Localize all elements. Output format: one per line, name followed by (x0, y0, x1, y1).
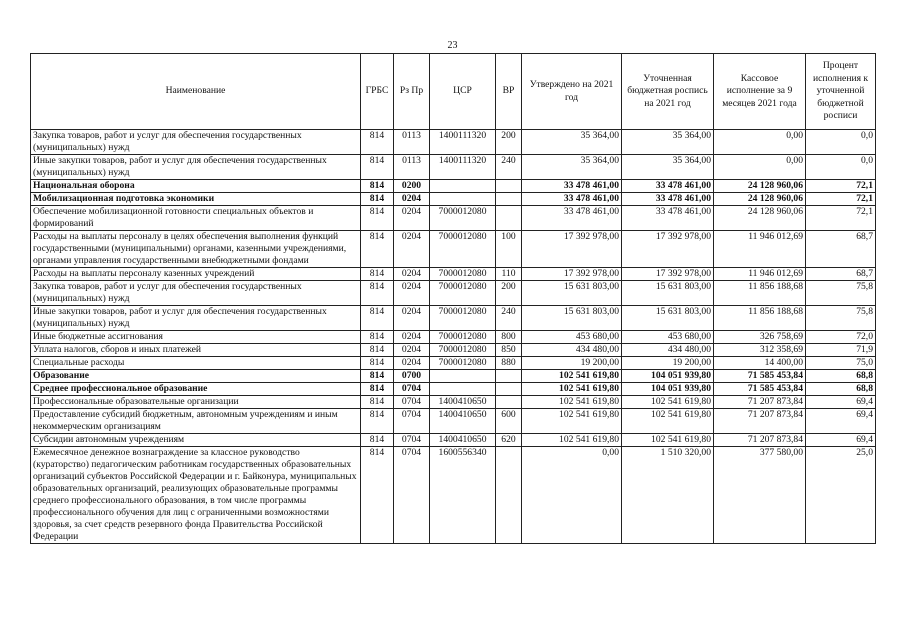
cell-csr: 7000012080 (430, 281, 496, 306)
table-header-row (31, 54, 876, 130)
cell-cash: 71 585 453,84 (714, 383, 806, 396)
cell-cash: 0,00 (714, 155, 806, 180)
cell-cash: 71 585 453,84 (714, 370, 806, 383)
cell-rzpr: 0704 (394, 396, 430, 409)
table-row (31, 383, 876, 396)
cell-approved: 17 392 978,00 (522, 268, 622, 281)
header-cash: Кассовое исполнение за 9 месяцев 2021 года (714, 54, 806, 130)
cell-csr: 7000012080 (430, 331, 496, 344)
cell-csr (430, 180, 496, 193)
cell-csr (430, 370, 496, 383)
cell-rzpr: 0200 (394, 180, 430, 193)
cell-rzpr: 0704 (394, 434, 430, 447)
table-row (31, 357, 876, 370)
header-grbs: ГРБС (361, 54, 394, 130)
cell-cash: 0,00 (714, 130, 806, 155)
cell-grbs: 814 (361, 396, 394, 409)
cell-cash: 24 128 960,06 (714, 206, 806, 231)
cell-approved: 15 631 803,00 (522, 281, 622, 306)
cell-csr: 1400111320 (430, 130, 496, 155)
cell-cash: 326 758,69 (714, 331, 806, 344)
cell-name: Иные закупки товаров, работ и услуг для обеспечения государственных (муниципальных) нужд (31, 306, 361, 331)
header-rzpr: Рз Пр (394, 54, 430, 130)
cell-percent: 25,0 (806, 447, 876, 544)
cell-cash: 11 856 188,68 (714, 306, 806, 331)
cell-rzpr: 0113 (394, 130, 430, 155)
cell-vr: 240 (496, 155, 522, 180)
cell-vr (496, 383, 522, 396)
cell-vr: 200 (496, 130, 522, 155)
cell-cash: 14 400,00 (714, 357, 806, 370)
cell-cash: 71 207 873,84 (714, 396, 806, 409)
cell-vr: 110 (496, 268, 522, 281)
cell-refined: 33 478 461,00 (622, 206, 714, 231)
cell-approved: 102 541 619,80 (522, 396, 622, 409)
header-csr: ЦСР (430, 54, 496, 130)
cell-percent: 68,8 (806, 370, 876, 383)
cell-approved: 33 478 461,00 (522, 206, 622, 231)
cell-name: Образование (31, 370, 361, 383)
cell-vr: 200 (496, 281, 522, 306)
cell-approved: 0,00 (522, 447, 622, 544)
cell-refined: 453 680,00 (622, 331, 714, 344)
cell-approved: 434 480,00 (522, 344, 622, 357)
cell-name: Иные бюджетные ассигнования (31, 331, 361, 344)
cell-vr (496, 206, 522, 231)
cell-cash: 312 358,69 (714, 344, 806, 357)
cell-rzpr: 0204 (394, 344, 430, 357)
cell-grbs: 814 (361, 206, 394, 231)
cell-approved: 17 392 978,00 (522, 231, 622, 268)
cell-name: Мобилизационная подготовка экономики (31, 193, 361, 206)
table-row (31, 231, 876, 268)
table-row (31, 155, 876, 180)
cell-percent: 72,0 (806, 331, 876, 344)
cell-csr: 7000012080 (430, 206, 496, 231)
cell-name: Закупка товаров, работ и услуг для обеспечения государственных (муниципальных) нужд (31, 130, 361, 155)
cell-grbs: 814 (361, 281, 394, 306)
header-name: Наименование (31, 54, 361, 130)
cell-name: Закупка товаров, работ и услуг для обеспечения государственных (муниципальных) нужд (31, 281, 361, 306)
table-row (31, 130, 876, 155)
table-row (31, 409, 876, 434)
cell-approved: 35 364,00 (522, 130, 622, 155)
cell-grbs: 814 (361, 447, 394, 544)
cell-rzpr: 0704 (394, 409, 430, 434)
cell-rzpr: 0704 (394, 447, 430, 544)
cell-grbs: 814 (361, 409, 394, 434)
cell-grbs: 814 (361, 383, 394, 396)
header-percent: Процент исполнения к уточненной бюджетной росписи (806, 54, 876, 130)
cell-percent: 72,1 (806, 193, 876, 206)
cell-percent: 69,4 (806, 434, 876, 447)
table-row (31, 396, 876, 409)
header-approved: Утверждено на 2021 год (522, 54, 622, 130)
cell-grbs: 814 (361, 331, 394, 344)
cell-cash: 377 580,00 (714, 447, 806, 544)
cell-cash: 24 128 960,06 (714, 180, 806, 193)
cell-grbs: 814 (361, 155, 394, 180)
cell-refined: 15 631 803,00 (622, 281, 714, 306)
cell-name: Расходы на выплаты персоналу казенных учреждений (31, 268, 361, 281)
page-number: 23 (447, 40, 458, 51)
cell-name: Среднее профессиональное образование (31, 383, 361, 396)
cell-approved: 15 631 803,00 (522, 306, 622, 331)
cell-grbs: 814 (361, 344, 394, 357)
cell-csr: 7000012080 (430, 268, 496, 281)
cell-name: Иные закупки товаров, работ и услуг для обеспечения государственных (муниципальных) нужд (31, 155, 361, 180)
cell-refined: 434 480,00 (622, 344, 714, 357)
cell-refined: 102 541 619,80 (622, 409, 714, 434)
cell-csr: 7000012080 (430, 357, 496, 370)
cell-vr: 850 (496, 344, 522, 357)
cell-grbs: 814 (361, 306, 394, 331)
cell-refined: 35 364,00 (622, 130, 714, 155)
cell-csr: 1600556340 (430, 447, 496, 544)
cell-approved: 19 200,00 (522, 357, 622, 370)
cell-approved: 35 364,00 (522, 155, 622, 180)
cell-refined: 1 510 320,00 (622, 447, 714, 544)
cell-refined: 17 392 978,00 (622, 231, 714, 268)
cell-csr: 7000012080 (430, 231, 496, 268)
table-row (31, 331, 876, 344)
cell-name: Специальные расходы (31, 357, 361, 370)
cell-approved: 453 680,00 (522, 331, 622, 344)
cell-vr (496, 180, 522, 193)
cell-csr: 7000012080 (430, 344, 496, 357)
cell-percent: 69,4 (806, 409, 876, 434)
table-row (31, 281, 876, 306)
cell-percent: 69,4 (806, 396, 876, 409)
cell-vr: 800 (496, 331, 522, 344)
cell-grbs: 814 (361, 357, 394, 370)
cell-csr: 7000012080 (430, 306, 496, 331)
cell-refined: 15 631 803,00 (622, 306, 714, 331)
table-row (31, 180, 876, 193)
cell-percent: 72,1 (806, 206, 876, 231)
cell-csr: 1400410650 (430, 409, 496, 434)
cell-vr: 600 (496, 409, 522, 434)
cell-cash: 11 946 012,69 (714, 231, 806, 268)
cell-rzpr: 0204 (394, 281, 430, 306)
table-row (31, 344, 876, 357)
table-row (31, 193, 876, 206)
cell-cash: 71 207 873,84 (714, 434, 806, 447)
cell-cash: 71 207 873,84 (714, 409, 806, 434)
cell-percent: 68,7 (806, 268, 876, 281)
cell-csr: 1400410650 (430, 434, 496, 447)
cell-name: Ежемесячное денежное вознаграждение за классное руководство (кураторство) педагогическим работникам государственных образовательных организаций субъектов Российской Федерации и г. Байконура, муниципальных образовательных организаций, реализующих образовательные программы среднего профессионального образования, в том числе программы профессионального обучения для лиц с ограниченными возможностями здоровья, за счет средств резервного фонда Правительства Российской Федерации (31, 447, 361, 544)
cell-refined: 33 478 461,00 (622, 180, 714, 193)
cell-rzpr: 0204 (394, 206, 430, 231)
cell-percent: 68,7 (806, 231, 876, 268)
cell-rzpr: 0204 (394, 306, 430, 331)
cell-vr (496, 447, 522, 544)
cell-name: Расходы на выплаты персоналу в целях обеспечения выполнения функций государственными (муниципальными) органами, казенными учреждениями, органами управления государственными внебюджетными фондами (31, 231, 361, 268)
cell-vr: 620 (496, 434, 522, 447)
cell-name: Национальная оборона (31, 180, 361, 193)
cell-csr (430, 383, 496, 396)
cell-percent: 75,8 (806, 306, 876, 331)
cell-percent: 71,9 (806, 344, 876, 357)
budget-table (30, 53, 876, 544)
cell-grbs: 814 (361, 130, 394, 155)
cell-name: Обеспечение мобилизационной готовности специальных объектов и формирований (31, 206, 361, 231)
header-vr: ВР (496, 54, 522, 130)
cell-approved: 33 478 461,00 (522, 180, 622, 193)
cell-csr: 1400111320 (430, 155, 496, 180)
cell-percent: 68,8 (806, 383, 876, 396)
cell-name: Уплата налогов, сборов и иных платежей (31, 344, 361, 357)
cell-cash: 24 128 960,06 (714, 193, 806, 206)
table-body (31, 130, 876, 544)
cell-refined: 102 541 619,80 (622, 396, 714, 409)
cell-name: Профессиональные образовательные организации (31, 396, 361, 409)
header-refined: Уточненная бюджетная роспись на 2021 год (622, 54, 714, 130)
table-row (31, 206, 876, 231)
cell-refined: 35 364,00 (622, 155, 714, 180)
cell-rzpr: 0204 (394, 331, 430, 344)
cell-vr (496, 370, 522, 383)
cell-refined: 33 478 461,00 (622, 193, 714, 206)
cell-vr (496, 396, 522, 409)
cell-refined: 102 541 619,80 (622, 434, 714, 447)
cell-cash: 11 946 012,69 (714, 268, 806, 281)
table-row (31, 268, 876, 281)
cell-rzpr: 0700 (394, 370, 430, 383)
cell-rzpr: 0204 (394, 357, 430, 370)
cell-grbs: 814 (361, 434, 394, 447)
cell-grbs: 814 (361, 268, 394, 281)
cell-approved: 102 541 619,80 (522, 370, 622, 383)
cell-approved: 33 478 461,00 (522, 193, 622, 206)
cell-refined: 104 051 939,80 (622, 383, 714, 396)
cell-csr: 1400410650 (430, 396, 496, 409)
cell-approved: 102 541 619,80 (522, 383, 622, 396)
cell-rzpr: 0204 (394, 193, 430, 206)
cell-vr: 240 (496, 306, 522, 331)
cell-percent: 0,0 (806, 155, 876, 180)
cell-percent: 72,1 (806, 180, 876, 193)
cell-grbs: 814 (361, 370, 394, 383)
cell-grbs: 814 (361, 231, 394, 268)
cell-approved: 102 541 619,80 (522, 434, 622, 447)
cell-percent: 75,8 (806, 281, 876, 306)
cell-name: Субсидии автономным учреждениям (31, 434, 361, 447)
cell-percent: 75,0 (806, 357, 876, 370)
cell-rzpr: 0113 (394, 155, 430, 180)
table-row (31, 370, 876, 383)
cell-vr: 100 (496, 231, 522, 268)
table-row (31, 306, 876, 331)
cell-approved: 102 541 619,80 (522, 409, 622, 434)
cell-grbs: 814 (361, 180, 394, 193)
cell-percent: 0,0 (806, 130, 876, 155)
table-row (31, 447, 876, 544)
cell-name: Предоставление субсидий бюджетным, автономным учреждениям и иным некоммерческим организациям (31, 409, 361, 434)
cell-rzpr: 0204 (394, 268, 430, 281)
cell-cash: 11 856 188,68 (714, 281, 806, 306)
cell-refined: 17 392 978,00 (622, 268, 714, 281)
cell-vr: 880 (496, 357, 522, 370)
cell-grbs: 814 (361, 193, 394, 206)
cell-rzpr: 0704 (394, 383, 430, 396)
cell-rzpr: 0204 (394, 231, 430, 268)
cell-refined: 104 051 939,80 (622, 370, 714, 383)
cell-refined: 19 200,00 (622, 357, 714, 370)
table-row (31, 434, 876, 447)
cell-vr (496, 193, 522, 206)
cell-csr (430, 193, 496, 206)
